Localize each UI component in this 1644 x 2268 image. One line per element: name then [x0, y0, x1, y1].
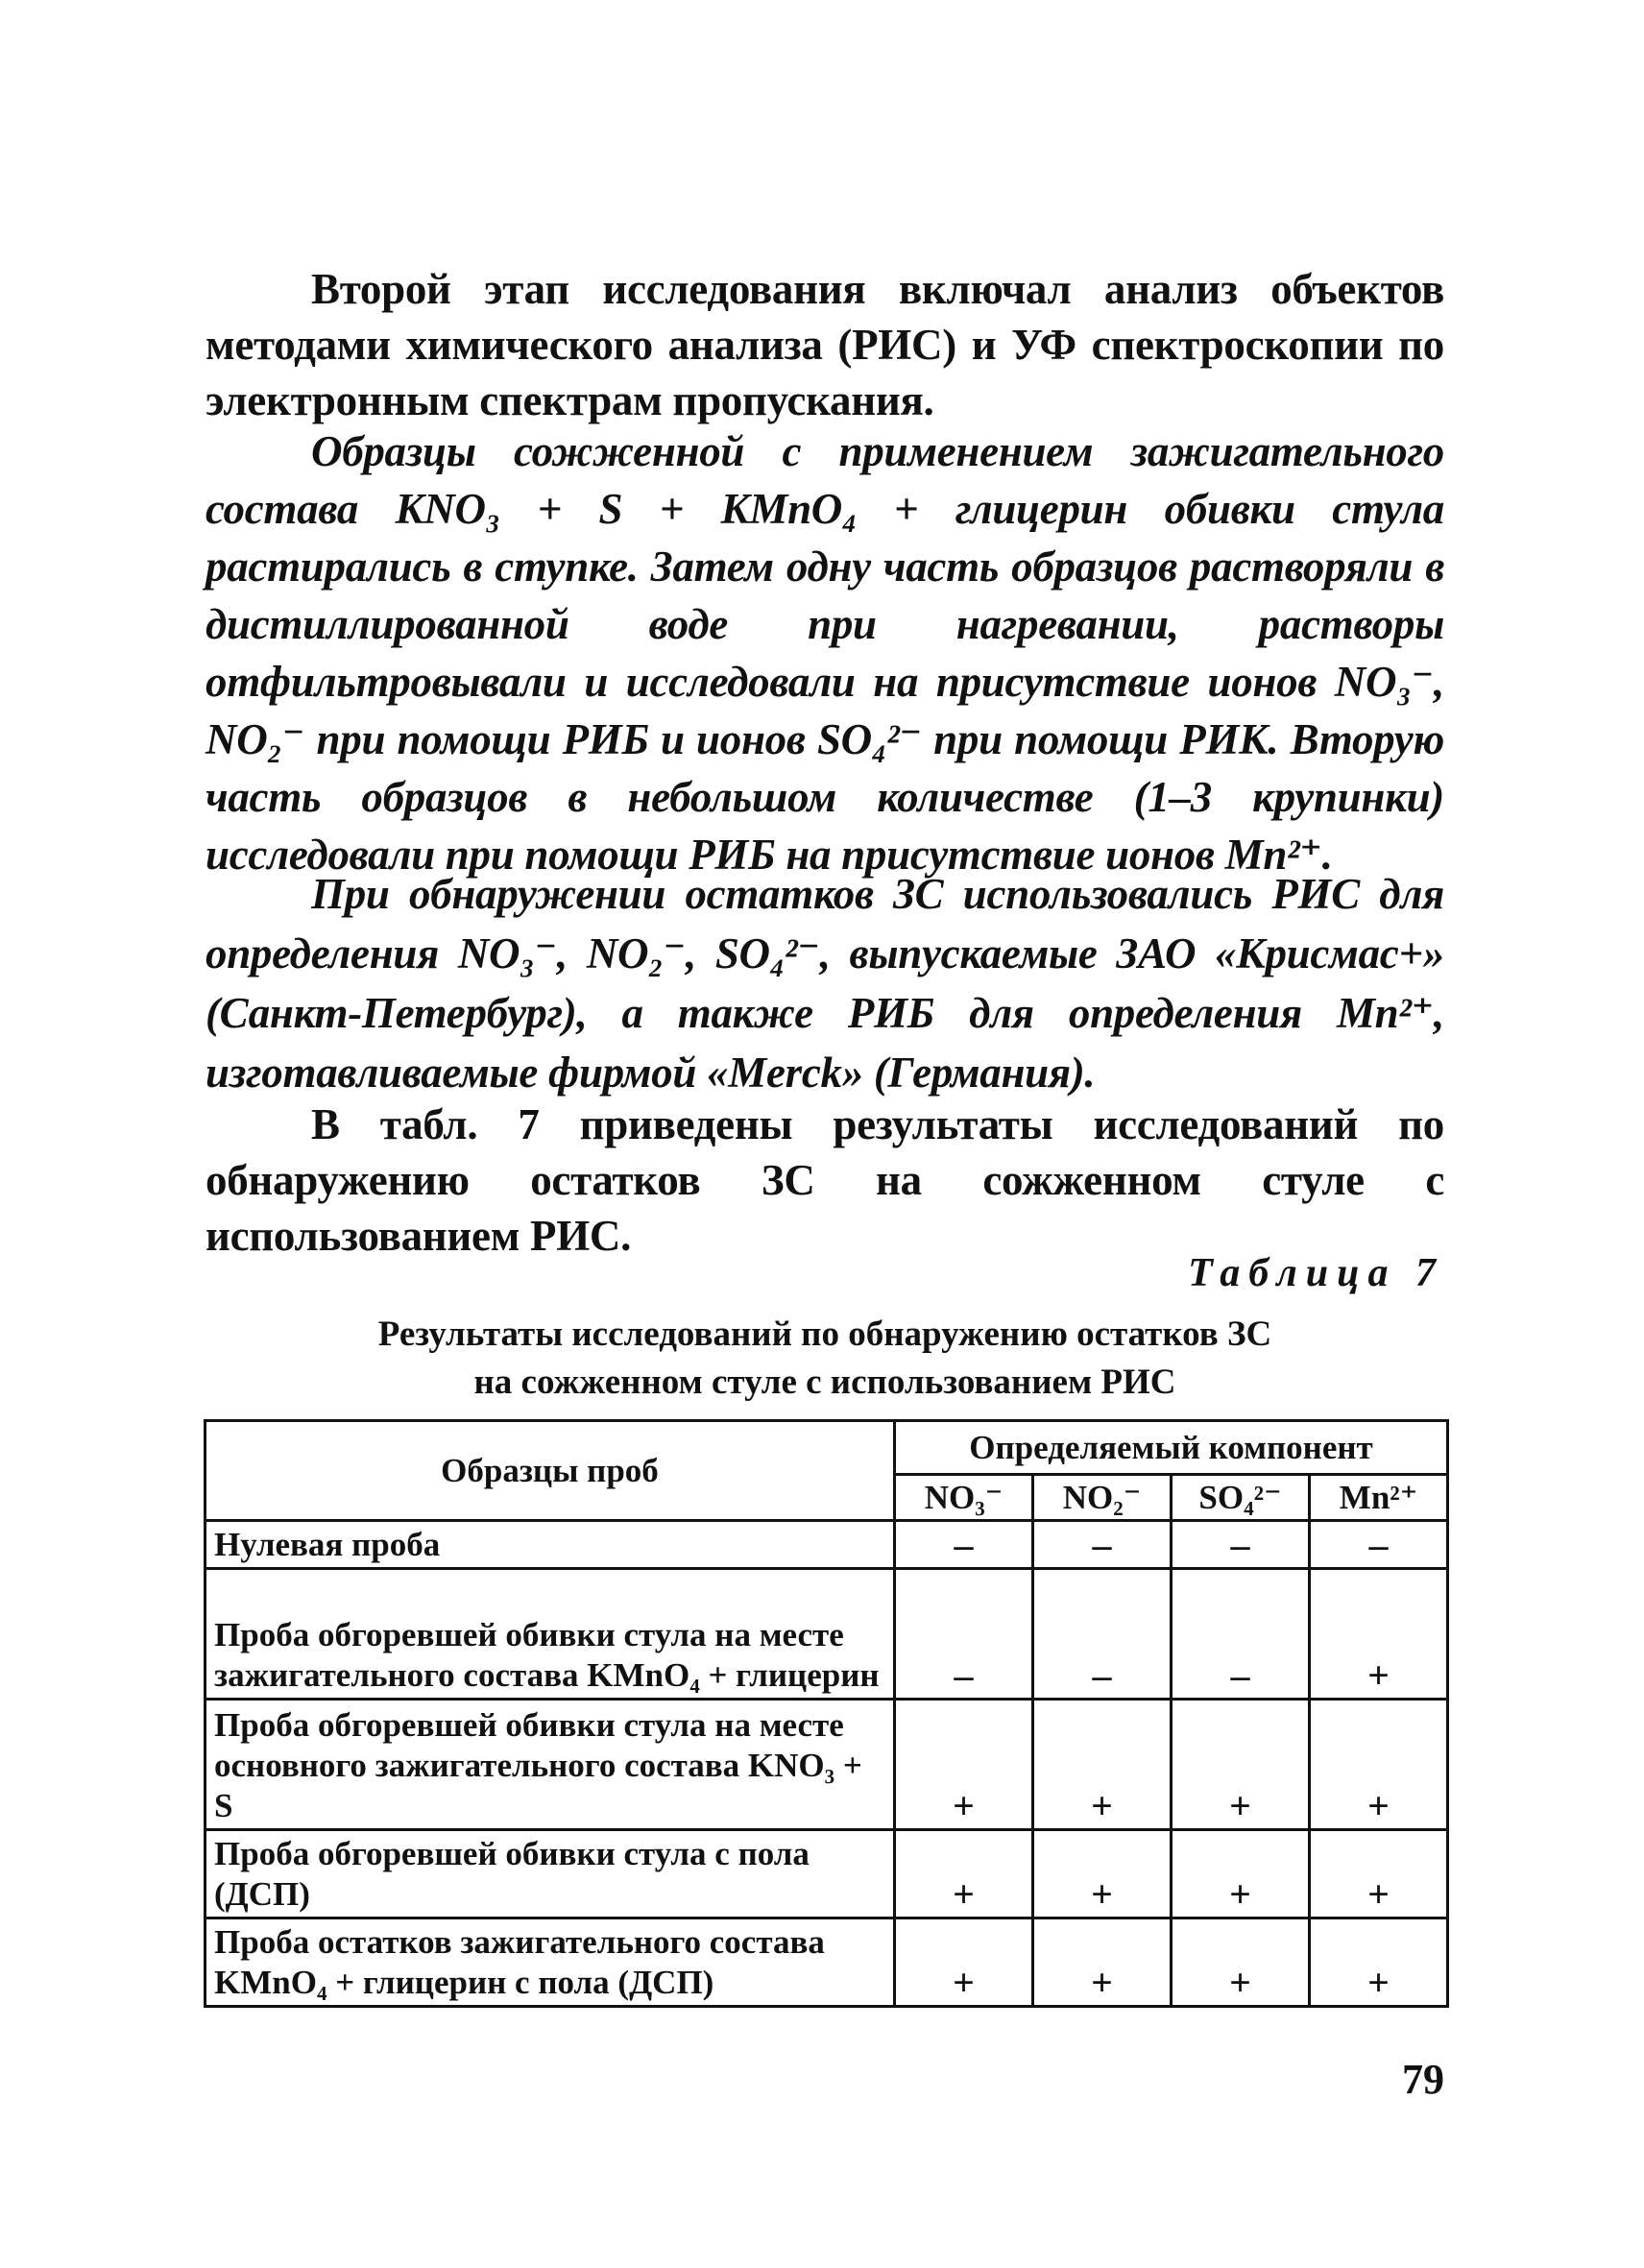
header-no2: NO₂⁻: [1033, 1475, 1172, 1521]
results-table: [204, 1419, 1449, 2008]
table-row: [206, 1830, 1448, 1918]
result-no2: +: [1033, 1830, 1172, 1918]
result-so4: +: [1172, 1700, 1310, 1830]
header-mn: Mn²⁺: [1310, 1475, 1448, 1521]
paragraph-1: [206, 261, 1444, 428]
header-component: Определяемый компонент: [895, 1421, 1448, 1475]
result-mn: +: [1310, 1918, 1448, 2007]
result-so4: +: [1172, 1830, 1310, 1918]
page-number: 79: [1402, 2056, 1444, 2103]
result-no2: +: [1033, 1700, 1172, 1830]
result-no3: –: [895, 1521, 1033, 1569]
result-mn: +: [1310, 1700, 1448, 1830]
paragraph-1-text: Второй этап исследования включал анализ объектов методами химического анализа (РИС) и УФ спектроскопии по электронным спектрам пропускания.: [206, 265, 1444, 424]
result-so4: –: [1172, 1521, 1310, 1569]
table-row: [206, 1569, 1448, 1700]
result-so4: +: [1172, 1918, 1310, 2007]
header-no3: NO₃⁻: [895, 1475, 1033, 1521]
paragraph-4: [206, 1097, 1444, 1264]
table-row: [206, 1918, 1448, 2007]
paragraph-2-text: Образцы сожженной с применением зажигательного состава KNO₃ + S + KMnO₄ + глицерин обивки стула растирались в ступке. Затем одну часть образцов растворяли в дистиллированной воде при нагревании, растворы отфильтровывали и исследовали на присутствие ионов NO₃⁻, NO₂⁻ при помощи РИБ и ионов SO₄²⁻ при помощи РИК. Вторую часть образцов в небольшом количестве (1–3 крупинки) исследовали при помощи РИБ на присутствие ионов Mn²⁺.: [206, 427, 1444, 879]
header-samples: Образцы проб: [206, 1421, 895, 1521]
paragraph-3: [206, 864, 1444, 1102]
result-no3: –: [895, 1569, 1033, 1700]
result-no2: –: [1033, 1569, 1172, 1700]
table-row: [206, 1700, 1448, 1830]
paragraph-2: [206, 422, 1444, 883]
sample-name: Проба обгоревшей обивки стула на месте основного зажигательного состава KNO₃ + S: [206, 1700, 895, 1830]
result-no2: +: [1033, 1918, 1172, 2007]
table-row: [206, 1521, 1448, 1569]
table-title: [206, 1311, 1444, 1407]
table-title-line-1: Результаты исследований по обнаружению остатков ЗС: [377, 1315, 1272, 1354]
sample-name: Проба обгоревшей обивки стула на месте зажигательного состава KMnO₄ + глицерин: [206, 1569, 895, 1700]
table-title-line-2: на сожженном стуле с использованием РИС: [473, 1363, 1176, 1402]
paragraph-3-text: При обнаружении остатков ЗС использовались РИС для определения NO₃⁻, NO₂⁻, SO₄²⁻, выпускаемые ЗАО «Крисмас+» (Санкт-Петербург), а также РИБ для определения Mn²⁺, изготавливаемые фирмой «Merck» (Германия).: [206, 870, 1444, 1097]
sample-name: Проба обгоревшей обивки стула с пола (ДСП): [206, 1830, 895, 1918]
result-so4: –: [1172, 1569, 1310, 1700]
result-no3: +: [895, 1830, 1033, 1918]
result-mn: +: [1310, 1830, 1448, 1918]
sample-name: Проба остатков зажигательного состава KMnO₄ + глицерин с пола (ДСП): [206, 1918, 895, 2007]
table-caption: Таблица 7: [1188, 1251, 1444, 1295]
paragraph-4-text: В табл. 7 приведены результаты исследований по обнаружению остатков ЗС на сожженном стуле с использованием РИС.: [206, 1100, 1444, 1260]
sample-name: Нулевая проба: [206, 1521, 895, 1569]
result-no2: –: [1033, 1521, 1172, 1569]
header-so4: SO₄²⁻: [1172, 1475, 1310, 1521]
result-mn: –: [1310, 1521, 1448, 1569]
result-no3: +: [895, 1700, 1033, 1830]
result-mn: +: [1310, 1569, 1448, 1700]
result-no3: +: [895, 1918, 1033, 2007]
